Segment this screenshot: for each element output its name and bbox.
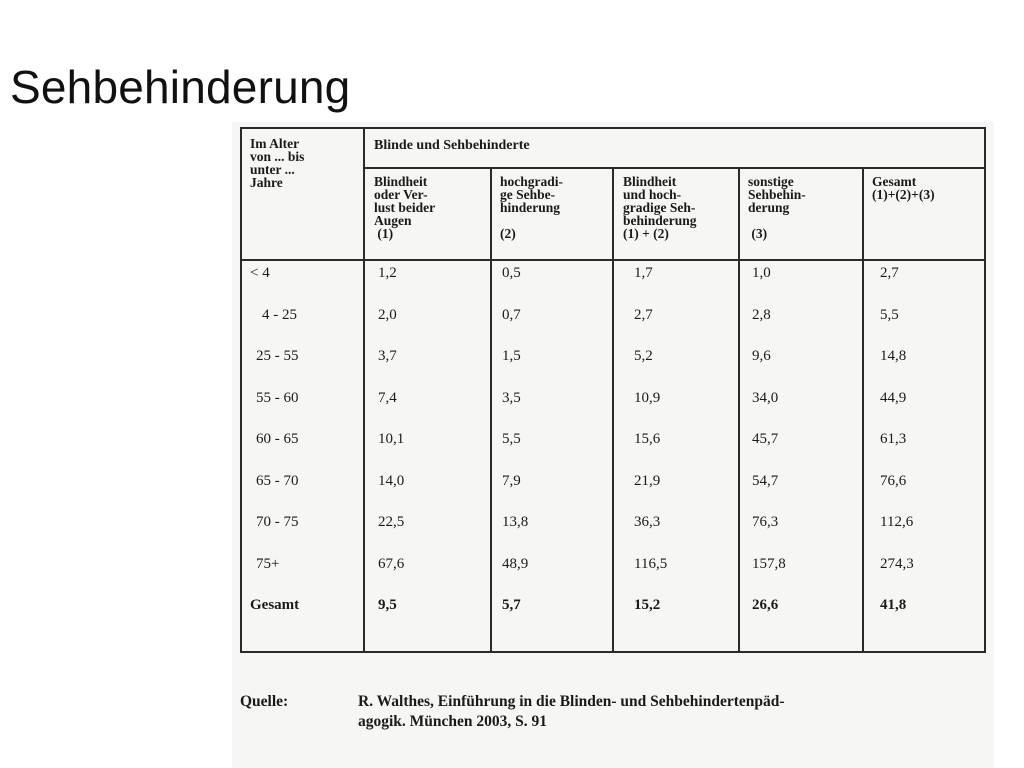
table-cell: 7,9 (502, 472, 521, 489)
age-range-cell: 4 - 25 (262, 306, 297, 323)
table-cell: 2,7 (880, 265, 899, 281)
total-cell: 26,6 (752, 597, 779, 613)
table-cell: 157,8 (752, 555, 786, 572)
table-cell: 1,7 (634, 265, 653, 281)
table-cell: 45,7 (752, 431, 779, 447)
table-cell: 0,7 (502, 306, 521, 323)
header-line: (3) (748, 226, 768, 241)
source-text (358, 692, 988, 732)
page-title: Sehbehinderung (10, 61, 351, 113)
header-line: Augen (374, 213, 412, 228)
header-line: lust beider (374, 200, 436, 215)
table-cell: 112,6 (880, 514, 914, 530)
table-cell: 1,5 (502, 348, 521, 364)
header-line: sonstige (748, 174, 794, 189)
table-cell: 76,3 (752, 514, 779, 530)
header-line: unter ... (250, 162, 295, 177)
group-header: Blinde und Sehbehinderte (374, 138, 530, 153)
source-label: Quelle: (240, 693, 289, 710)
header-line: (2) (500, 226, 516, 241)
total-row-label: Gesamt (250, 597, 300, 613)
table-cell: 2,0 (378, 306, 397, 323)
table-cell: 10,1 (378, 431, 405, 447)
table-cell: 14,0 (378, 472, 405, 489)
table-cell: 34,0 (752, 389, 779, 406)
table-cell: 13,8 (502, 514, 529, 530)
header-line: (1) (374, 226, 394, 241)
total-cell: 15,2 (634, 597, 661, 613)
age-range-cell: 60 - 65 (256, 431, 299, 447)
table-cell: 2,8 (752, 306, 771, 323)
header-line (872, 201, 935, 214)
table-cell: 5,5 (880, 306, 899, 323)
table-cell: 0,5 (502, 265, 521, 281)
total-cell: 9,5 (378, 597, 397, 613)
divider (363, 129, 365, 651)
table-cell: 61,3 (880, 431, 907, 447)
header-line: oder Ver- (374, 187, 428, 202)
column-header-3 (623, 175, 697, 240)
source-line: agogik. München 2003, S. 91 (358, 713, 548, 730)
table-cell: 274,3 (880, 555, 914, 572)
table-cell: 1,0 (752, 265, 771, 281)
header-line (872, 214, 935, 227)
table-cell: 44,9 (880, 389, 907, 406)
header-line: hinderung (500, 200, 561, 215)
table-cell: 22,5 (378, 514, 405, 530)
table-cell: 2,7 (634, 306, 653, 323)
table-cell: 67,6 (378, 555, 405, 572)
header-line: gradige Seh- (623, 200, 696, 215)
divider (738, 167, 740, 651)
age-range-cell: 25 - 55 (256, 348, 299, 364)
age-column-header (250, 137, 304, 189)
table-cell: 48,9 (502, 555, 529, 572)
divider (242, 259, 984, 261)
table-cell: 3,5 (502, 389, 521, 406)
table-cell: 10,9 (634, 389, 661, 406)
column-header-1 (374, 175, 435, 240)
total-cell: 5,7 (502, 597, 521, 613)
table-cell: 5,2 (634, 348, 653, 364)
table-cell: 54,7 (752, 472, 779, 489)
header-line: Blindheit (374, 174, 428, 189)
header-line: und hoch- (623, 187, 682, 202)
header-line: (1) + (2) (623, 226, 669, 241)
divider (490, 167, 492, 651)
header-line: Sehbehin- (748, 187, 806, 202)
table-cell: 7,4 (378, 389, 397, 406)
table-cell: 14,8 (880, 348, 907, 364)
table-cell: 36,3 (634, 514, 661, 530)
column-header-2 (500, 175, 563, 240)
header-line (872, 227, 935, 240)
divider (862, 167, 864, 651)
header-line: ge Sehbe- (500, 187, 556, 202)
age-range-cell: 65 - 70 (256, 472, 299, 489)
header-line: (1)+(2)+(3) (872, 187, 935, 202)
age-range-cell: < 4 (250, 265, 270, 281)
source-line: R. Walthes, Einführung in die Blinden- und Sehbehindertenpäd- (358, 693, 785, 710)
statistics-table (240, 127, 986, 653)
header-line: behinderung (623, 213, 697, 228)
divider (612, 167, 614, 651)
table-cell: 76,6 (880, 472, 907, 489)
table-cell: 15,6 (634, 431, 661, 447)
table-cell: 116,5 (634, 555, 668, 572)
age-range-cell: 75+ (256, 555, 280, 572)
age-range-cell: 70 - 75 (256, 514, 299, 530)
header-line: Jahre (250, 175, 283, 190)
table-cell: 1,2 (378, 265, 397, 281)
age-range-cell: 55 - 60 (256, 389, 299, 406)
table-cell: 21,9 (634, 472, 661, 489)
column-header-5 (872, 175, 935, 240)
table-cell: 9,6 (752, 348, 771, 364)
table-cell: 5,5 (502, 431, 521, 447)
header-line: Blindheit (623, 174, 677, 189)
header-line: Im Alter (250, 136, 300, 151)
table-cell: 3,7 (378, 348, 397, 364)
header-line: von ... bis (250, 149, 305, 164)
total-cell: 41,8 (880, 597, 907, 613)
header-line: Gesamt (872, 174, 917, 189)
header-line: hochgradi- (500, 174, 564, 189)
divider (363, 167, 984, 169)
header-line: derung (748, 200, 790, 215)
column-header-4 (748, 175, 806, 240)
